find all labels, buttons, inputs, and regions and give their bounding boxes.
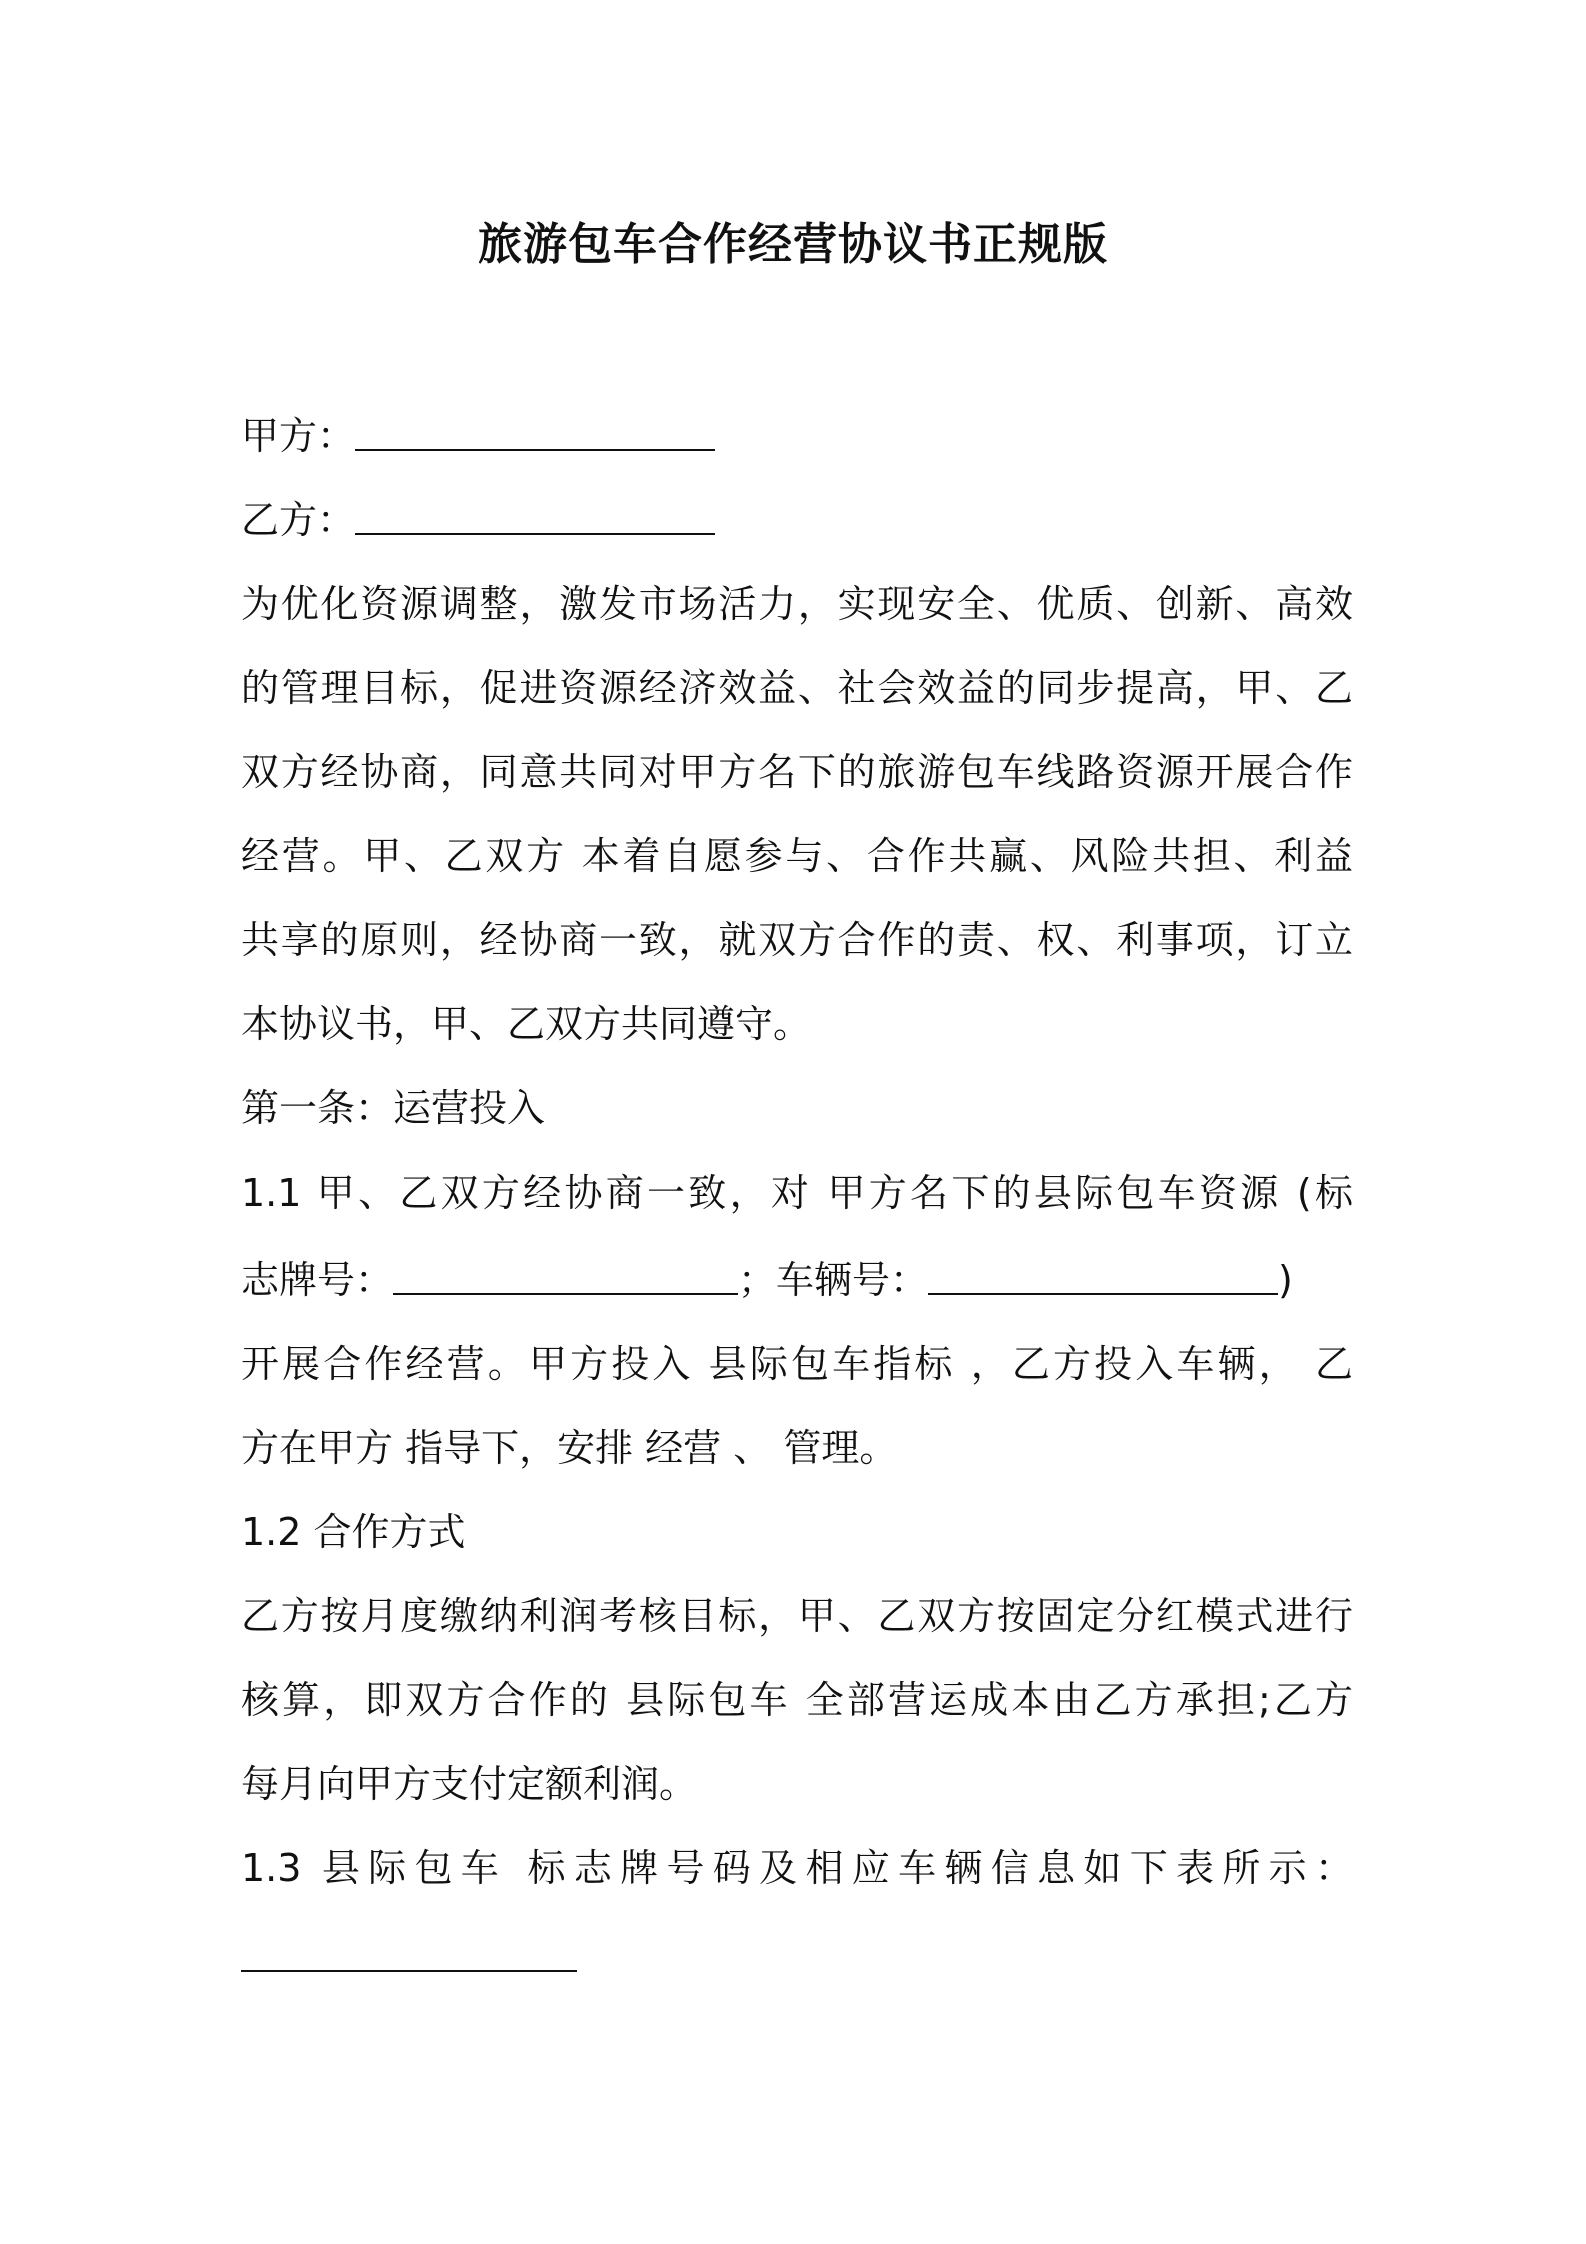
party-b-line bbox=[241, 490, 715, 550]
plate-label: 志牌号： bbox=[241, 1258, 394, 1302]
document-title: 旅游包车合作经营协议书正规版 bbox=[478, 219, 1108, 270]
vehicle-label: ；车辆号： bbox=[738, 1258, 929, 1302]
trailing-blank-line bbox=[241, 1970, 577, 1972]
clause-1-1-line: 开展合作经营。甲方投入 县际包车指标 ，乙方投入车辆， 乙 bbox=[241, 1342, 1353, 1386]
intro-line: 的管理目标，促进资源经济效益、社会效益的同步提高，甲、乙 bbox=[241, 666, 1353, 710]
party-a-line bbox=[241, 406, 715, 466]
clause-1-1-line: 1.1 甲、乙双方经协商一致，对 甲方名下的县际包车资源 (标 bbox=[241, 1171, 1353, 1215]
closing-paren: ) bbox=[1278, 1258, 1293, 1302]
clause-1-1-line: 方在甲方 指导下，安排 经营 、 管理。 bbox=[241, 1426, 898, 1470]
article1-heading: 第一条：运营投入 bbox=[241, 1086, 546, 1130]
intro-line: 为优化资源调整，激发市场活力，实现安全、优质、创新、高效 bbox=[241, 582, 1353, 626]
clause-1-3: 1.3 县际包车 标志牌号码及相应车辆信息如下表所示： bbox=[241, 1846, 1353, 1890]
party-a-blank bbox=[355, 409, 715, 451]
vehicle-number-blank bbox=[928, 1253, 1278, 1295]
intro-line: 本协议书，甲、乙双方共同遵守。 bbox=[241, 1002, 812, 1046]
party-a-label: 甲方： bbox=[241, 414, 356, 458]
clause-1-2-line: 核算，即双方合作的 县际包车 全部营运成本由乙方承担;乙方 bbox=[241, 1678, 1353, 1722]
intro-line: 经营。甲、乙双方 本着自愿参与、合作共赢、风险共担、利益 bbox=[241, 834, 1353, 878]
clause-1-2-heading: 1.2 合作方式 bbox=[241, 1510, 466, 1554]
clause-1-1-plate-line bbox=[241, 1250, 1293, 1310]
plate-number-blank bbox=[393, 1253, 738, 1295]
intro-line: 共享的原则，经协商一致，就双方合作的责、权、利事项，订立 bbox=[241, 918, 1353, 962]
party-b-blank bbox=[355, 493, 715, 535]
clause-1-2-line: 乙方按月度缴纳利润考核目标，甲、乙双方按固定分红模式进行 bbox=[241, 1594, 1353, 1638]
party-b-label: 乙方： bbox=[241, 498, 356, 542]
clause-1-2-line: 每月向甲方支付定额利润。 bbox=[241, 1762, 698, 1806]
intro-line: 双方经协商，同意共同对甲方名下的旅游包车线路资源开展合作 bbox=[241, 750, 1353, 794]
